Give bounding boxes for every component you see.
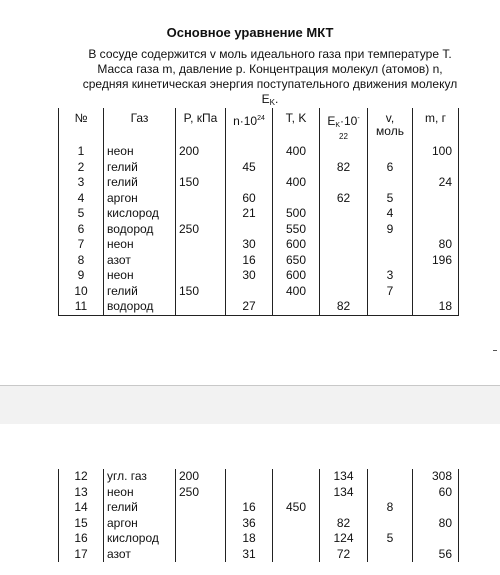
cell-amount xyxy=(368,485,413,501)
table-row xyxy=(59,160,459,176)
page-title: Основное уравнение МКТ xyxy=(166,25,334,40)
table-row xyxy=(59,191,459,207)
cell-concentration: 31 xyxy=(226,547,273,563)
cell-gas: неон xyxy=(104,485,176,501)
cell-mass: 24 xyxy=(413,175,459,191)
cell-concentration: 60 xyxy=(226,191,273,207)
cell-num: 3 xyxy=(59,175,104,191)
header-pressure: P, кПа xyxy=(176,108,226,144)
table-row xyxy=(59,237,459,253)
cell-amount xyxy=(368,469,413,485)
cell-temperature xyxy=(273,531,320,547)
cell-concentration xyxy=(226,284,273,300)
header-concentration: $n\cdot 10^{24}$ xyxy=(226,108,273,144)
cell-num: 17 xyxy=(59,547,104,563)
cell-mass: 56 xyxy=(413,547,459,563)
cell-amount: 5 xyxy=(368,191,413,207)
cell-num: 7 xyxy=(59,237,104,253)
cell-gas: неон xyxy=(104,144,176,160)
header-amount: v, моль xyxy=(368,108,413,144)
document-page-bottom xyxy=(0,424,500,575)
table-header-row xyxy=(59,108,459,144)
cell-mass: 196 xyxy=(413,253,459,269)
cell-temperature: 550 xyxy=(273,222,320,238)
table-row xyxy=(59,485,459,501)
cell-pressure xyxy=(176,516,226,532)
cell-gas: угл. газ xyxy=(104,469,176,485)
cell-energy: 134 xyxy=(320,469,368,485)
cell-num: 16 xyxy=(59,531,104,547)
table-row xyxy=(59,531,459,547)
cell-energy: 82 xyxy=(320,516,368,532)
cell-temperature xyxy=(273,299,320,315)
cell-amount: 4 xyxy=(368,206,413,222)
cell-gas: гелий xyxy=(104,500,176,516)
cell-temperature xyxy=(273,469,320,485)
table-row xyxy=(59,469,459,485)
cell-mass: 18 xyxy=(413,299,459,315)
cell-amount: 9 xyxy=(368,222,413,238)
cell-pressure xyxy=(176,206,226,222)
cell-energy xyxy=(320,144,368,160)
cell-pressure xyxy=(176,547,226,563)
cell-pressure: 200 xyxy=(176,144,226,160)
problem-description xyxy=(60,47,480,110)
cell-mass xyxy=(413,284,459,300)
cell-num: 13 xyxy=(59,485,104,501)
cell-amount xyxy=(368,516,413,532)
cell-gas: гелий xyxy=(104,284,176,300)
cell-amount xyxy=(368,175,413,191)
cell-concentration xyxy=(226,469,273,485)
cell-temperature: 400 xyxy=(273,144,320,160)
cell-num: 2 xyxy=(59,160,104,176)
cell-gas: водород xyxy=(104,299,176,315)
cell-energy xyxy=(320,175,368,191)
table-row xyxy=(59,206,459,222)
cell-num: 12 xyxy=(59,469,104,485)
cell-amount xyxy=(368,299,413,315)
cell-temperature xyxy=(273,191,320,207)
table-row xyxy=(59,284,459,300)
table-row xyxy=(59,500,459,516)
cell-amount: 5 xyxy=(368,531,413,547)
cell-pressure: 200 xyxy=(176,469,226,485)
table-row xyxy=(59,175,459,191)
cell-num: 10 xyxy=(59,284,104,300)
cell-pressure: 250 xyxy=(176,485,226,501)
cell-energy xyxy=(320,237,368,253)
cell-gas: азот xyxy=(104,547,176,563)
cell-temperature: 400 xyxy=(273,175,320,191)
cell-energy: 72 xyxy=(320,547,368,563)
table-row xyxy=(59,268,459,284)
cell-pressure xyxy=(176,268,226,284)
cell-amount: 3 xyxy=(368,268,413,284)
cell-energy xyxy=(320,284,368,300)
cell-gas: азот xyxy=(104,253,176,269)
description-line-3: средняя кинетическая энергия поступательного движения молекул xyxy=(82,77,458,91)
cell-concentration: 30 xyxy=(226,268,273,284)
cell-mass: 100 xyxy=(413,144,459,160)
cell-num: 1 xyxy=(59,144,104,160)
cell-gas: аргон xyxy=(104,516,176,532)
cell-temperature: 650 xyxy=(273,253,320,269)
cell-concentration: 30 xyxy=(226,237,273,253)
cell-energy xyxy=(320,253,368,269)
cell-energy xyxy=(320,206,368,222)
cell-temperature xyxy=(273,547,320,563)
header-temperature: T, K xyxy=(273,108,320,144)
cell-concentration xyxy=(226,175,273,191)
cell-pressure: 250 xyxy=(176,222,226,238)
cell-temperature: 400 xyxy=(273,284,320,300)
cell-concentration xyxy=(226,144,273,160)
cell-amount: 8 xyxy=(368,500,413,516)
cell-temperature xyxy=(273,516,320,532)
header-gas: Газ xyxy=(104,108,176,144)
cell-mass xyxy=(413,160,459,176)
cell-pressure: 150 xyxy=(176,175,226,191)
table-row xyxy=(59,144,459,160)
cell-temperature xyxy=(273,485,320,501)
cell-concentration: 16 xyxy=(226,500,273,516)
cell-mass xyxy=(413,206,459,222)
cell-energy: 134 xyxy=(320,485,368,501)
cell-pressure xyxy=(176,253,226,269)
cell-energy: 82 xyxy=(320,299,368,315)
cell-amount: 6 xyxy=(368,160,413,176)
cell-mass xyxy=(413,500,459,516)
cell-concentration: 16 xyxy=(226,253,273,269)
cell-concentration xyxy=(226,485,273,501)
cell-gas: кислород xyxy=(104,531,176,547)
cell-concentration: 18 xyxy=(226,531,273,547)
table-row xyxy=(59,299,459,315)
cell-temperature xyxy=(273,160,320,176)
cell-num: 4 xyxy=(59,191,104,207)
cell-num: 8 xyxy=(59,253,104,269)
header-energy: EK·10- 22 xyxy=(320,108,368,144)
cell-mass: 60 xyxy=(413,485,459,501)
page-break xyxy=(0,385,500,425)
cell-temperature: 600 xyxy=(273,268,320,284)
cell-pressure xyxy=(176,500,226,516)
cell-concentration: 21 xyxy=(226,206,273,222)
cell-amount xyxy=(368,144,413,160)
page-mark xyxy=(493,350,497,351)
table-row xyxy=(59,222,459,238)
description-line-2: Масса газа m, давление p. Концентрация молекул (атомов) n, xyxy=(97,62,443,76)
description-line-1: В сосуде содержится v моль идеального газа при температуре T. xyxy=(88,47,452,61)
cell-pressure xyxy=(176,531,226,547)
cell-num: 11 xyxy=(59,299,104,315)
cell-gas: аргон xyxy=(104,191,176,207)
cell-amount: 7 xyxy=(368,284,413,300)
table-row xyxy=(59,547,459,563)
gas-table-top xyxy=(58,108,459,316)
cell-pressure: 150 xyxy=(176,284,226,300)
cell-energy: 124 xyxy=(320,531,368,547)
cell-num: 6 xyxy=(59,222,104,238)
cell-mass: 80 xyxy=(413,516,459,532)
cell-gas: гелий xyxy=(104,160,176,176)
cell-energy xyxy=(320,222,368,238)
cell-gas: неон xyxy=(104,237,176,253)
cell-num: 14 xyxy=(59,500,104,516)
cell-amount xyxy=(368,547,413,563)
cell-concentration: 36 xyxy=(226,516,273,532)
cell-concentration xyxy=(226,222,273,238)
header-num: № xyxy=(59,108,104,144)
cell-mass: 80 xyxy=(413,237,459,253)
cell-temperature: 600 xyxy=(273,237,320,253)
cell-pressure xyxy=(176,191,226,207)
cell-temperature: 450 xyxy=(273,500,320,516)
cell-num: 5 xyxy=(59,206,104,222)
cell-amount xyxy=(368,237,413,253)
cell-concentration: 45 xyxy=(226,160,273,176)
cell-pressure xyxy=(176,299,226,315)
cell-gas: гелий xyxy=(104,175,176,191)
cell-concentration: 27 xyxy=(226,299,273,315)
cell-temperature: 500 xyxy=(273,206,320,222)
description-line-4: $E_K$. xyxy=(261,92,279,107)
cell-gas: кислород xyxy=(104,206,176,222)
cell-gas: водород xyxy=(104,222,176,238)
gas-table-bottom xyxy=(58,469,459,562)
cell-pressure xyxy=(176,160,226,176)
cell-mass xyxy=(413,531,459,547)
cell-gas: неон xyxy=(104,268,176,284)
cell-num: 15 xyxy=(59,516,104,532)
cell-mass xyxy=(413,268,459,284)
table-row xyxy=(59,516,459,532)
cell-mass xyxy=(413,222,459,238)
cell-mass: 308 xyxy=(413,469,459,485)
cell-num: 9 xyxy=(59,268,104,284)
cell-energy xyxy=(320,500,368,516)
table-row xyxy=(59,253,459,269)
cell-mass xyxy=(413,191,459,207)
header-mass: m, г xyxy=(413,108,459,144)
cell-energy: 82 xyxy=(320,160,368,176)
cell-pressure xyxy=(176,237,226,253)
cell-energy xyxy=(320,268,368,284)
cell-amount xyxy=(368,253,413,269)
cell-energy: 62 xyxy=(320,191,368,207)
